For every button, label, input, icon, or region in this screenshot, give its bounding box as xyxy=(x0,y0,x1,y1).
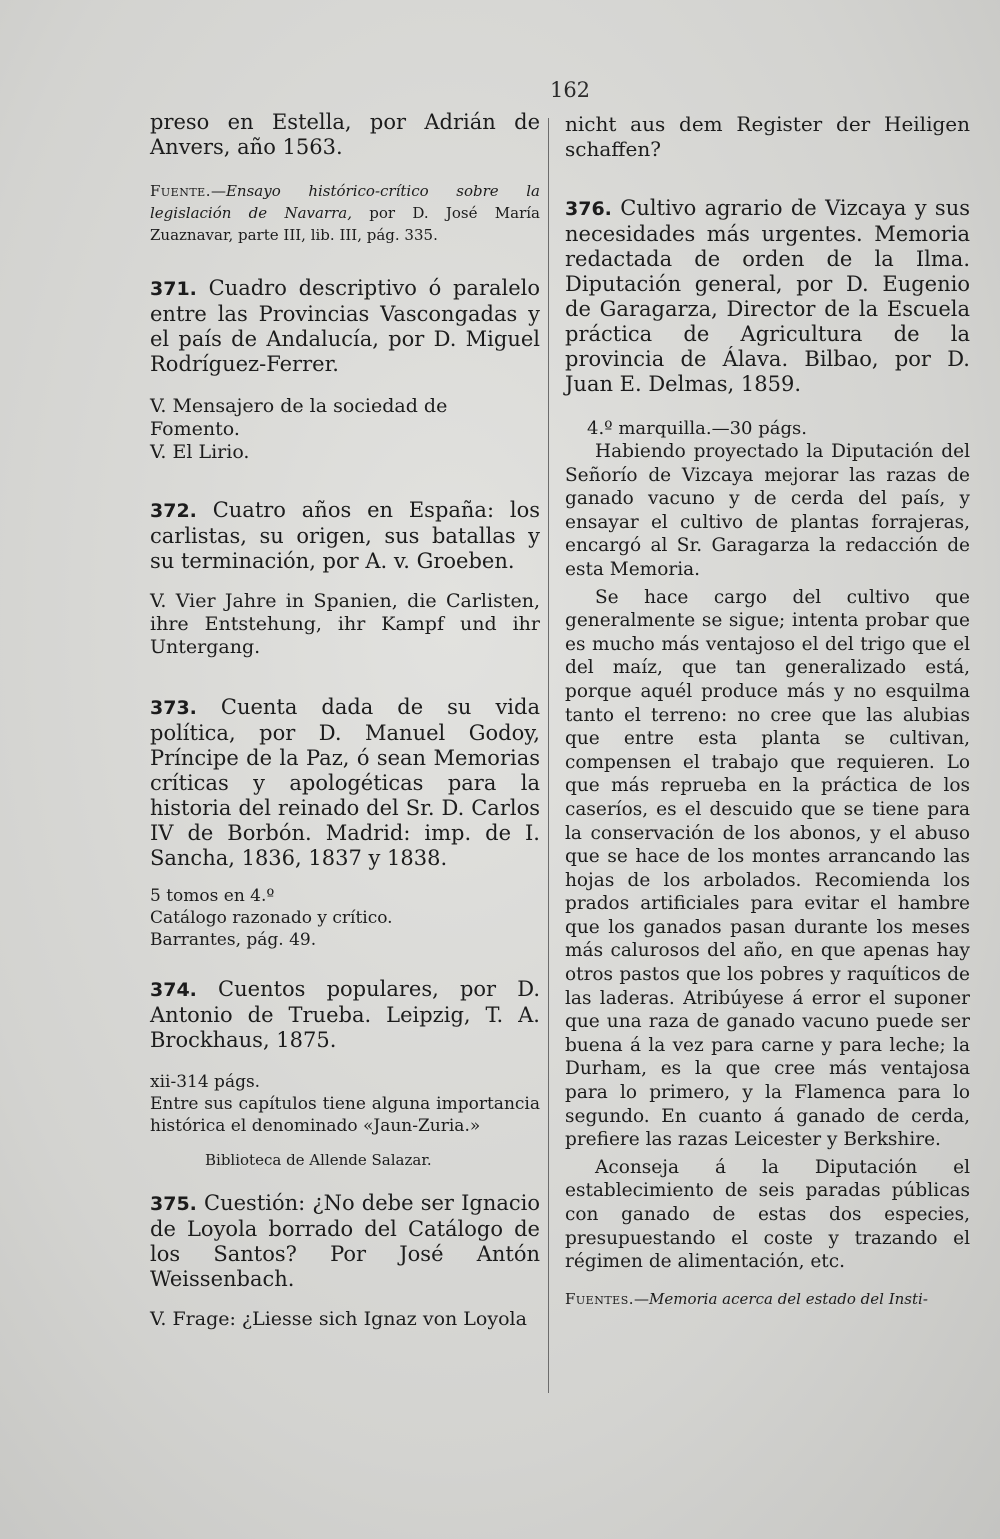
entry-376 xyxy=(565,196,970,397)
right-column xyxy=(565,112,970,1310)
entry-number: 373. xyxy=(150,697,197,719)
entry-372-ref: V. Vier Jahre in Spanien, die Carlisten, ihre Entstehung, ihr Kampf und ihr Untergang. xyxy=(150,590,540,658)
entry-title: Cuatro años en España: los carlistas, su origen, sus batallas y su terminación, por A. v. Groeben. xyxy=(150,498,540,573)
left-column xyxy=(150,110,540,1331)
entry-376-paragraph-2: Se hace cargo del cultivo que generalmente se sigue; intenta probar que es mucho más ventajoso el del trigo que el del maíz, que tan generalizado está, porque aquél produce más y no esquilma tanto el terreno: no cree que las alubias que entre esta planta se cultivan, compensen el trabajo que requieren. Lo que más reprueba en la práctica de los caseríos, es el descuido que se tiene para la conservación de los abonos, y el abuso que se hace de los montes arrancando las hojas de los arbolados. Recomienda los prados artificiales para evitar el hambre que los ganados pasan durante los meses más calurosos del año, en que apenas hay otros pastos que los pobres y raquíticos de las laderas. Atribúyese á error el suponer que una raza de ganado vacuno puede ser buena á la vez para carne y para leche; la Durham, es la que cree más ventajosa para lo primero, y la Flamenca para lo segundo. En cuanto á ganado de cerda, prefiere las razas Leicester y Berkshire. xyxy=(565,586,970,1151)
entry-371 xyxy=(150,276,540,377)
entry-title: Cuenta dada de su vida política, por D. Manuel Godoy, Príncipe de la Paz, ó sean Memorias críticas y apologéticas para la historia del reinado del Sr. D. Carlos IV de Borbón. Madrid: imp. de I. Sancha, 1836, 1837 y 1838. xyxy=(150,695,540,870)
entry-number: 375. xyxy=(150,1193,197,1215)
entry-371-ref-1: V. Mensajero de la sociedad de Fomento. xyxy=(150,395,448,440)
entry-376-paragraph-3: Aconseja á la Diputación el establecimiento de seis paradas públicas con ganado de estas dos especies, presupuestando el coste y trazando el régimen de alimentación, etc. xyxy=(565,1156,970,1273)
entry-375-ref: V. Frage: ¿Liesse sich Ignaz von Loyola xyxy=(150,1308,527,1330)
entry-number: 376. xyxy=(565,198,612,220)
source-label: Fuente. xyxy=(150,182,211,200)
source-title: Ensayo histórico-crítico sobre la legislación de Navarra, xyxy=(150,182,540,222)
entry-374 xyxy=(150,977,540,1053)
source-details: por D. José María Zuaznavar, parte III, lib. III, pág. 335. xyxy=(150,204,541,244)
entry-number: 374. xyxy=(150,979,197,1001)
sources-label: Fuentes. xyxy=(565,1289,635,1308)
page-number: 162 xyxy=(549,78,591,102)
entry-title: Cuentos populares, por D. Antonio de Trueba. Leipzig, T. A. Brockhaus, 1875. xyxy=(150,977,540,1052)
entry-373-note-2: Catálogo razonado y crítico. xyxy=(150,908,393,928)
sources-title: Memoria acerca del estado del Insti- xyxy=(649,1289,928,1308)
entry-370-source xyxy=(150,180,540,246)
entry-title: Cultivo agrario de Vizcaya y sus necesidades más urgentes. Memoria redactada de orden de la Ilma. Diputación general, por D. Eugenio de Garagarza, Director de la Escuela práctica de Agricultura de la provincia de Álava. Bilbao, por D. Juan E. Delmas, 1859. xyxy=(565,196,970,396)
entry-374-note-2: Entre sus capítulos tiene alguna importancia histórica el denominado «Jaun-Zuria.» xyxy=(150,1094,540,1136)
source-dash: — xyxy=(210,182,226,200)
entry-373-note-1: 5 tomos en 4.º xyxy=(150,886,275,906)
entry-title: Cuadro descriptivo ó paralelo entre las Provincias Vascongadas y el país de Andalucía, por D. Miguel Rodríguez-Ferrer. xyxy=(150,276,540,376)
column-divider xyxy=(548,118,549,1393)
entry-376-paragraph-1: Habiendo proyectado la Diputación del Señorío de Vizcaya mejorar las razas de ganado vacuno y de cerda del país, y ensayar el cultivo de plantas forrajeras, encargó al Sr. Garagarza la redacción de esta Memoria. xyxy=(565,441,970,580)
entry-title: Cuestión: ¿No debe ser Ignacio de Loyola borrado del Catálogo de los Santos? Por José Antón Weissenbach. xyxy=(150,1191,540,1291)
entry-376-note: 4.º marquilla.—30 págs. xyxy=(587,418,807,439)
entry-374-library: Biblioteca de Allende Salazar. xyxy=(205,1151,432,1169)
entry-371-ref-2: V. El Lirio. xyxy=(150,441,250,463)
entry-number: 371. xyxy=(150,278,197,300)
entry-374-note-1: xii-314 págs. xyxy=(150,1072,261,1092)
entry-375 xyxy=(150,1191,540,1292)
entry-376-sources xyxy=(565,1288,970,1310)
entry-373 xyxy=(150,695,540,871)
entry-375-continuation: nicht aus dem Register der Heiligen schaffen? xyxy=(565,112,970,161)
entry-373-note-3: Barrantes, pág. 49. xyxy=(150,930,317,950)
sources-dash: — xyxy=(634,1289,650,1308)
entry-number: 372. xyxy=(150,500,197,522)
entry-372 xyxy=(150,498,540,574)
entry-370-tail: preso en Estella, por Adrián de Anvers, año 1563. xyxy=(150,110,540,159)
